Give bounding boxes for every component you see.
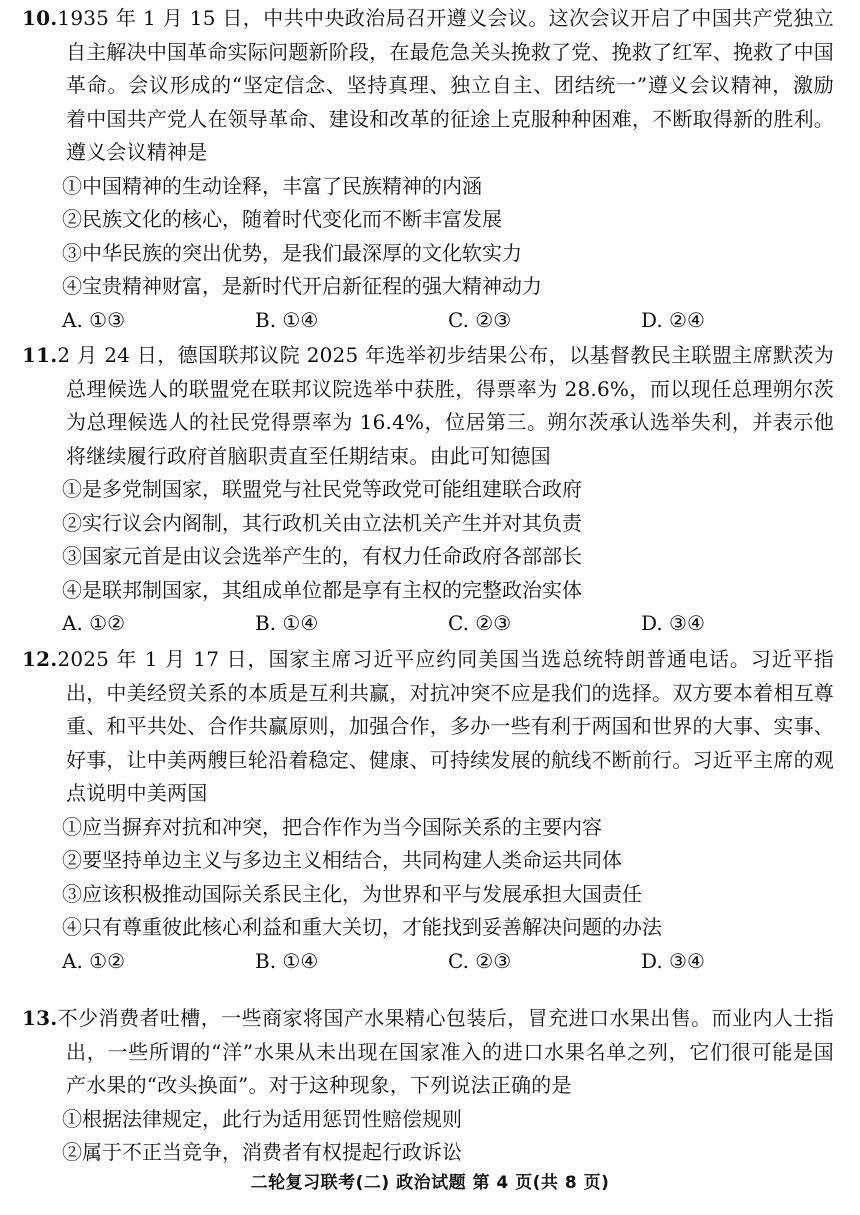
statement-4: ④是联邦制国家，其组成单位都是享有主权的完整政治实体: [62, 577, 582, 602]
choice-d[interactable]: D. ③④: [641, 948, 705, 973]
choice-c[interactable]: C. ②③: [448, 948, 512, 973]
choice-a[interactable]: A. ①②: [62, 948, 126, 973]
answer-choices: [22, 607, 834, 641]
question-text: 2025 年 1 月 17 日，国家主席习近平应约同美国当选总统特朗普通电话。习近平指出，中美经贸关系的本质是互利共赢，对抗冲突不应是我们的选择。双方要本着相互尊重、和平共处、合作共赢原则，加强合作，多办一些有利于两国和世界的大事、实事、好事，让中美两艘巨轮沿着稳定、健康、可持续发展的航线不断前行。习近平主席的观点说明中美两国: [57, 647, 834, 805]
statement-2: ②实行议会内阁制，其行政机关由立法机关产生并对其负责: [62, 510, 582, 535]
question-text: 不少消费者吐槽，一些商家将国产水果精心包装后，冒充进口水果出售。而业内人士指出，一些所谓的“洋”水果从未出现在国家准入的进口水果名单之列，它们很可能是国产水果的“改头换面”。对于这种现象，下列说法正确的是: [57, 1006, 834, 1097]
question-number: 12.: [22, 647, 58, 671]
statement-4: ④宝贵精神财富，是新时代开启新征程的强大精神动力: [62, 274, 542, 298]
answer-choices: [22, 945, 834, 979]
choice-a[interactable]: A. ①②: [62, 611, 126, 635]
choice-c[interactable]: C. ②③: [448, 611, 512, 635]
statement-2: ②要坚持单边主义与多边主义相结合，共同构建人类命运共同体: [62, 848, 622, 872]
question-number: 13.: [22, 1006, 58, 1030]
question-10: [22, 2, 834, 337]
statement-3: ③中华民族的突出优势，是我们最深厚的文化软实力: [62, 240, 522, 265]
page-footer: 二轮复习联考(二) 政治试题 第 4 页(共 8 页): [250, 1173, 610, 1193]
choice-b[interactable]: B. ①④: [255, 307, 319, 332]
statement-1: ①是多党制国家，联盟党与社民党等政党可能组建联合政府: [62, 477, 582, 501]
statement-1: ①根据法律规定，此行为适用惩罚性赔偿规则: [62, 1106, 462, 1131]
choice-c[interactable]: C. ②③: [448, 307, 512, 332]
statement-1: ①中国精神的生动诠释，丰富了民族精神的内涵: [62, 173, 482, 198]
statement-3: ③应该积极推动国际关系民主化，为世界和平与发展承担大国责任: [62, 881, 642, 906]
question-13: [22, 1002, 834, 1170]
question-stem: [22, 643, 834, 811]
choice-b[interactable]: B. ①④: [255, 611, 319, 635]
choice-b[interactable]: B. ①④: [255, 948, 319, 973]
answer-choices: [22, 304, 834, 338]
question-number: 10.: [22, 6, 58, 30]
question-stem: [22, 1002, 834, 1103]
choice-d[interactable]: D. ②④: [641, 307, 705, 332]
statement-2: ②民族文化的核心，随着时代变化而不断丰富发展: [62, 207, 502, 231]
question-number: 11.: [22, 343, 58, 367]
question-11: [22, 339, 834, 641]
question-text: 1935 年 1 月 15 日，中共中央政治局召开遵义会议。这次会议开启了中国共产党独立自主解决中国革命实际问题新阶段，在最危急关头挽救了党、挽救了红军、挽救了中国革命。会议形成的“坚定信念、坚持真理、独立自主、团结统一”遵义会议精神，激励着中国共产党人在领导革命、建设和改革的征途上克服种种困难，不断取得新的胜利。遵义会议精神是: [57, 6, 834, 164]
statement-3: ③国家元首是由议会选举产生的，有权力任命政府各部部长: [62, 544, 582, 568]
choice-d[interactable]: D. ③④: [641, 611, 705, 635]
choice-a[interactable]: A. ①③: [62, 307, 126, 332]
question-stem: [22, 339, 834, 473]
statement-2: ②属于不正当竞争，消费者有权提起行政诉讼: [62, 1140, 462, 1164]
question-12: [22, 643, 834, 978]
question-text: 2 月 24 日，德国联邦议院 2025 年选举初步结果公布，以基督教民主联盟主席默茨为总理候选人的联盟党在联邦议院选举中获胜，得票率为 28.6%，而以现任总理朔尔茨为总理候选人的社民党得票率为 16.4%，位居第三。朔尔茨承认选举失利，并表示他将继续履行政府首脑职责直至任期结束。由此可知德国: [57, 343, 834, 468]
question-stem: [22, 2, 834, 170]
statement-1: ①应当摒弃对抗和冲突，把合作作为当今国际关系的主要内容: [62, 814, 602, 839]
statement-4: ④只有尊重彼此核心利益和重大关切，才能找到妥善解决问题的办法: [62, 915, 662, 939]
